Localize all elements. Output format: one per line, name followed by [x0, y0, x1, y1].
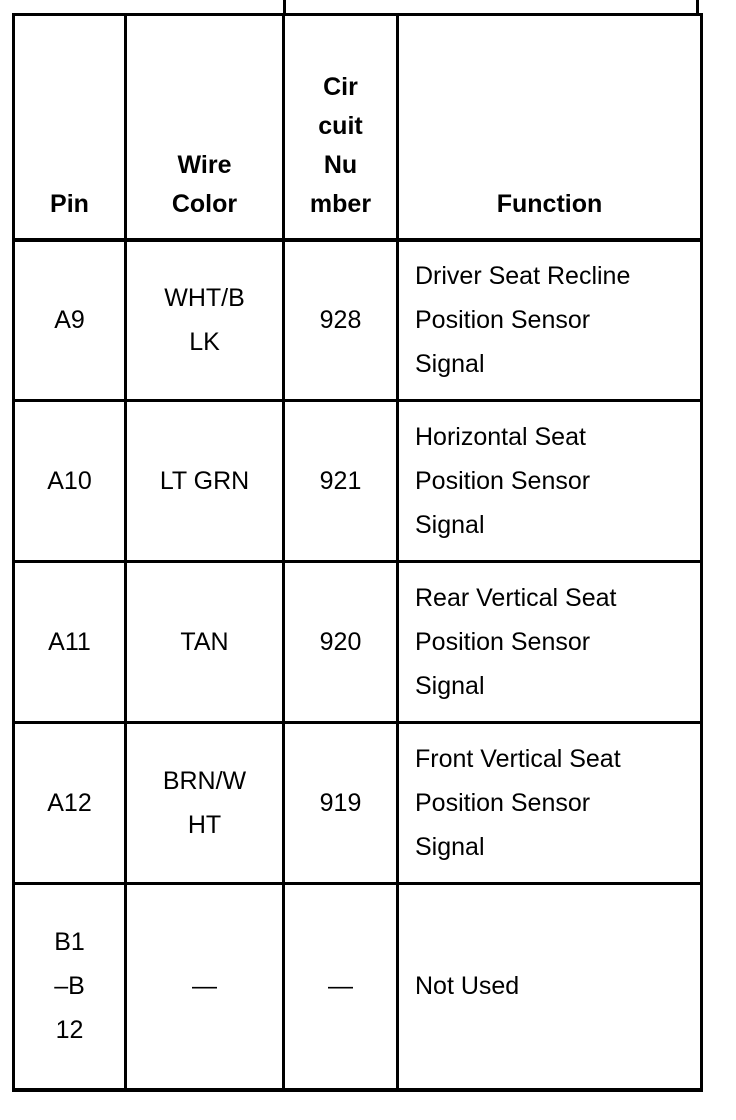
connector-pinout-table — [12, 13, 703, 1092]
cell-function: Not Used — [398, 884, 702, 1090]
cell-pin: A11 — [14, 562, 126, 723]
cell-pin: A9 — [14, 240, 126, 401]
cell-circuit: — — [284, 884, 398, 1090]
cell-wire-color: LT GRN — [126, 401, 284, 562]
header-wire-color: Wire Color — [126, 15, 284, 240]
cell-function: Rear Vertical Seat Position Sensor Signal — [398, 562, 702, 723]
cell-wire-color: TAN — [126, 562, 284, 723]
cell-wire-color: — — [126, 884, 284, 1090]
cell-circuit: 919 — [284, 723, 398, 884]
cell-wire-color: BRN/W HT — [126, 723, 284, 884]
cell-wire-color: WHT/B LK — [126, 240, 284, 401]
cell-function: Front Vertical Seat Position Sensor Signal — [398, 723, 702, 884]
table-top-stub — [283, 0, 286, 14]
table-row — [14, 723, 702, 884]
cell-circuit: 920 — [284, 562, 398, 723]
table-row — [14, 240, 702, 401]
cell-function: Horizontal Seat Position Sensor Signal — [398, 401, 702, 562]
header-function: Function — [398, 15, 702, 240]
header-circuit-number: Cir cuit Nu mber — [284, 15, 398, 240]
cell-circuit: 928 — [284, 240, 398, 401]
header-pin: Pin — [14, 15, 126, 240]
cell-function: Driver Seat Recline Position Sensor Signal — [398, 240, 702, 401]
table-row — [14, 401, 702, 562]
cell-pin: B1 –B 12 — [14, 884, 126, 1090]
cell-circuit: 921 — [284, 401, 398, 562]
table-top-stub — [696, 0, 699, 14]
cell-pin: A10 — [14, 401, 126, 562]
table-row — [14, 562, 702, 723]
table-row — [14, 884, 702, 1090]
cell-pin: A12 — [14, 723, 126, 884]
table-header-row — [14, 15, 702, 240]
